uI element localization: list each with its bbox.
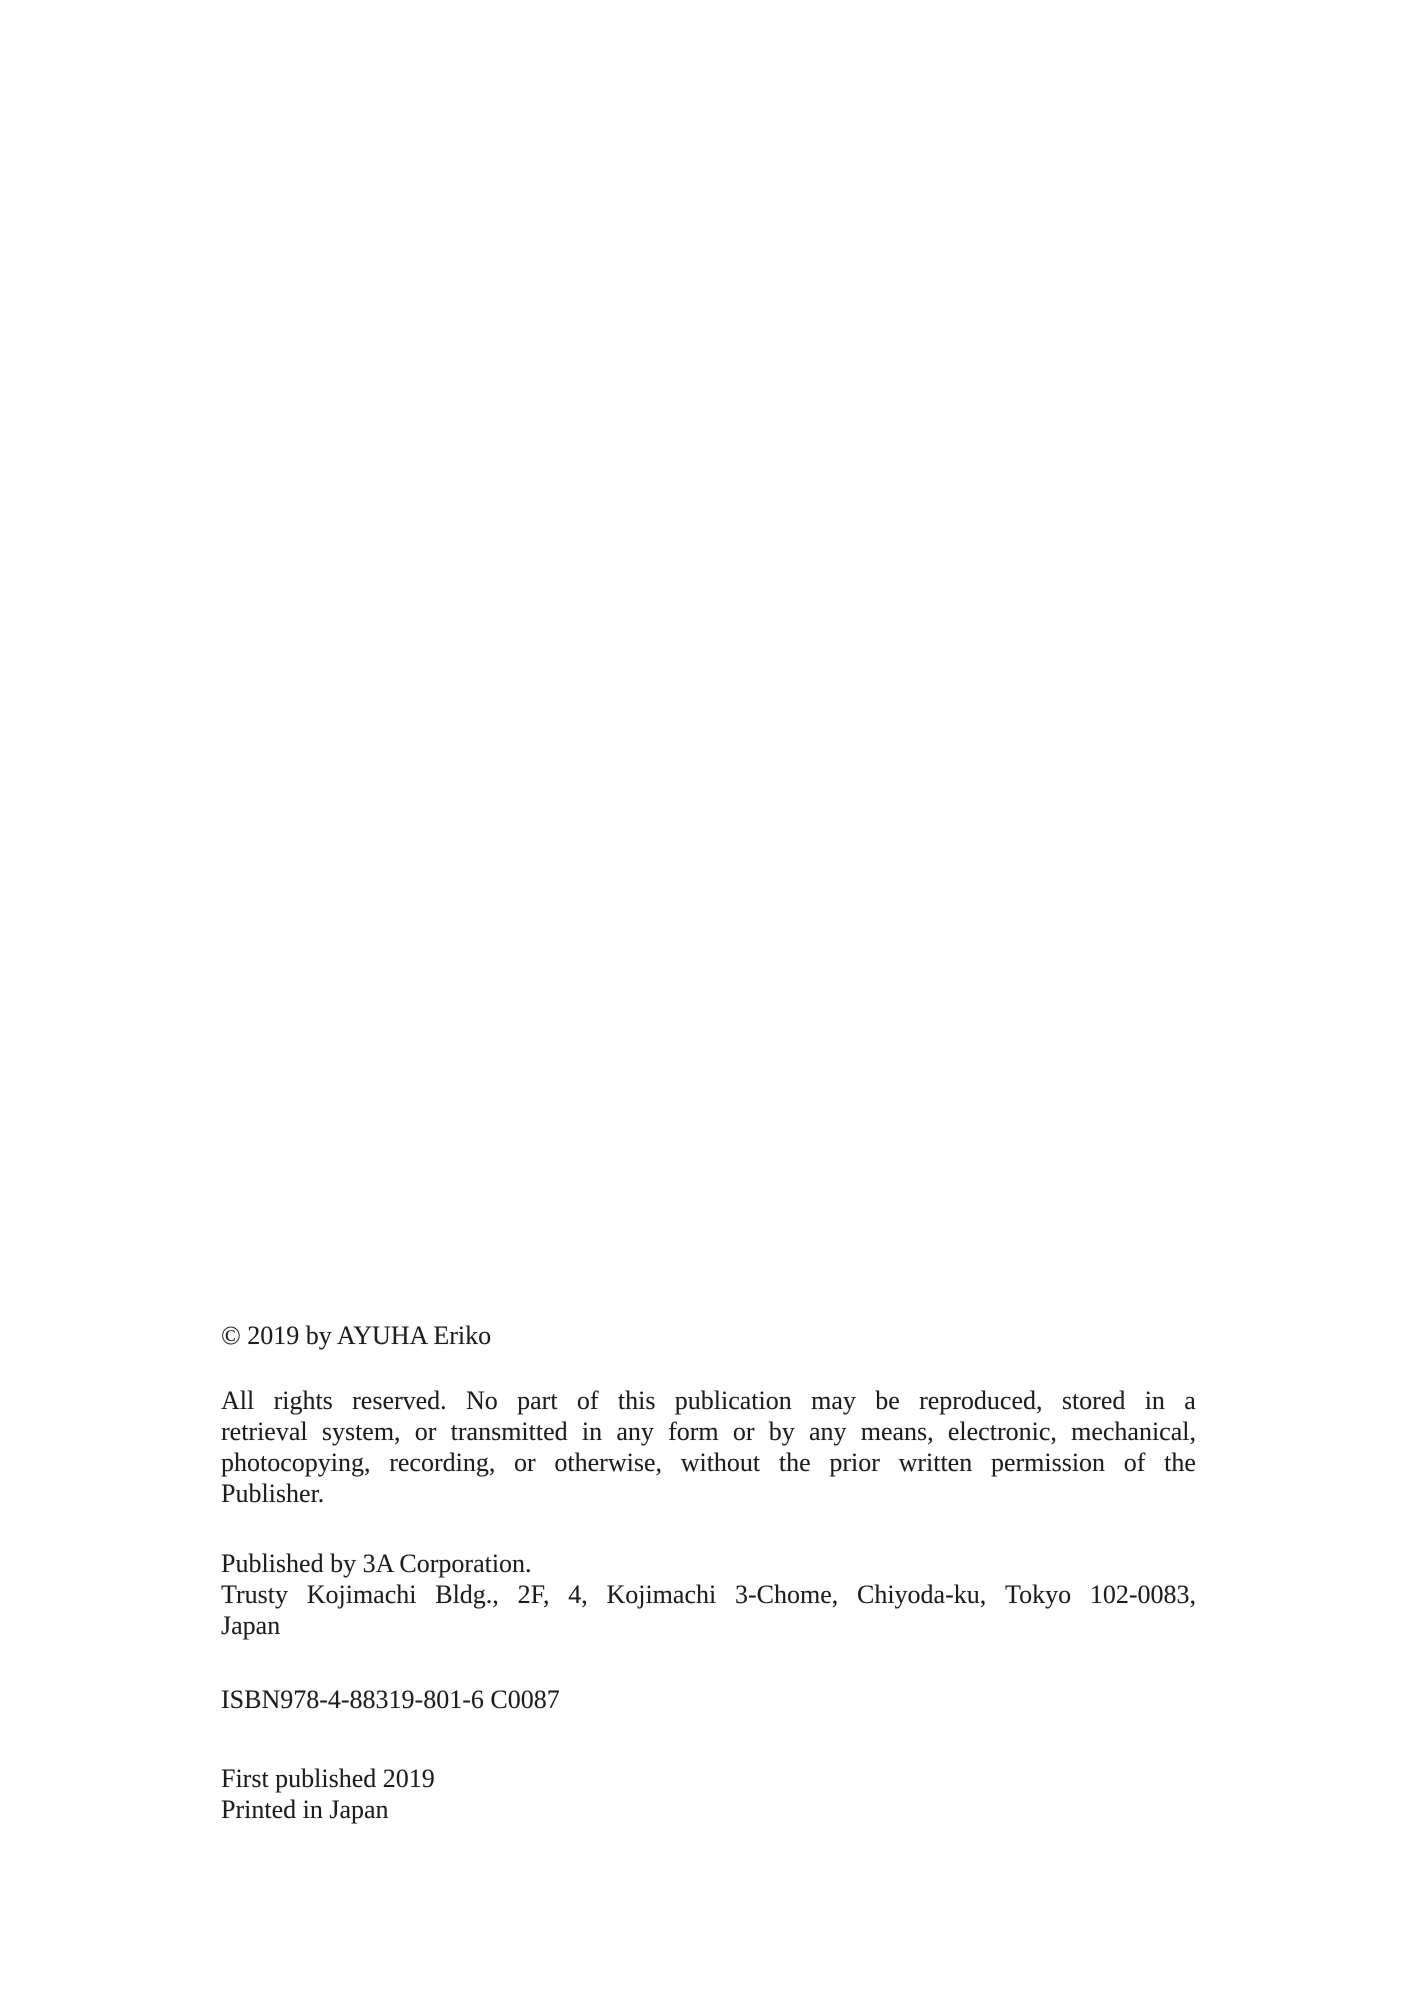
- edition-paragraph: [221, 1763, 1196, 1825]
- printed-in-line: Printed in Japan: [221, 1795, 389, 1824]
- publisher-country-line: Japan: [221, 1611, 281, 1640]
- isbn-line: ISBN978-4-88319-801-6 C0087: [221, 1685, 560, 1714]
- first-published-line: First published 2019: [221, 1764, 435, 1793]
- publisher-paragraph: [221, 1548, 1196, 1641]
- publisher-address-line: Trusty Kojimachi Bldg., 2F, 4, Kojimachi 3-Chome, Chiyoda-ku, Tokyo 102-0083,: [221, 1580, 1196, 1609]
- copyright-line: © 2019 by AYUHA Eriko: [221, 1321, 492, 1350]
- rights-paragraph: [221, 1385, 1196, 1509]
- rights-line-3: photocopying, recording, or otherwise, without the prior written permission of the: [221, 1448, 1196, 1477]
- colophon-text-block: [221, 1320, 1196, 1825]
- publisher-line-1: Published by 3A Corporation.: [221, 1549, 532, 1578]
- copyright-notice: [221, 1320, 1196, 1351]
- rights-line-4: Publisher.: [221, 1479, 325, 1508]
- rights-line-2: retrieval system, or transmitted in any form or by any means, electronic, mechanical,: [221, 1417, 1196, 1446]
- rights-line-1: All rights reserved. No part of this publication may be reproduced, stored in a: [221, 1386, 1196, 1415]
- isbn-paragraph: [221, 1684, 1196, 1715]
